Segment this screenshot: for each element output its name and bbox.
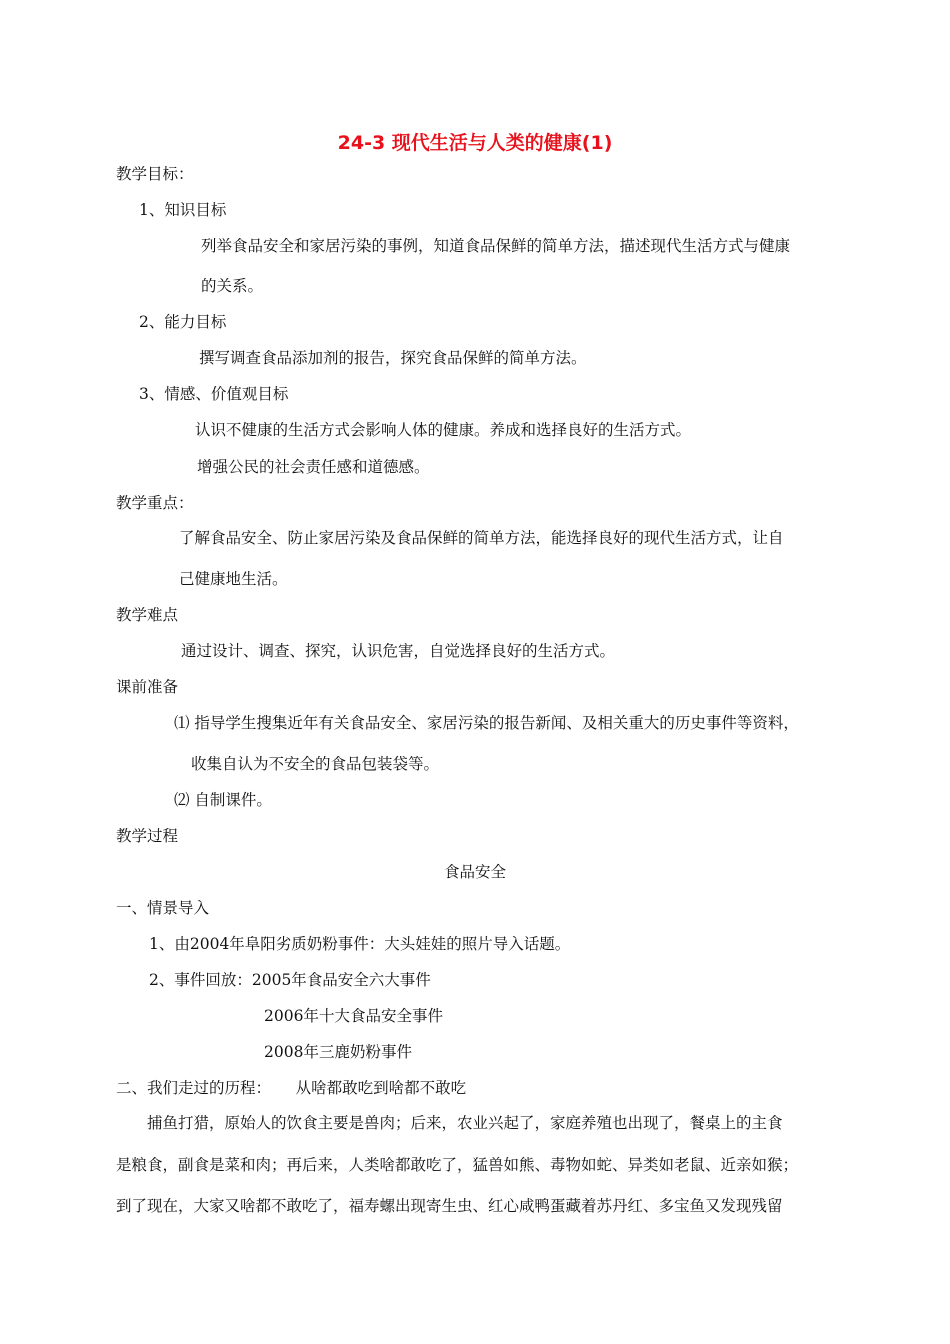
paragraph-line: 增强公民的社会责任感和道德感。: [197, 458, 430, 476]
list-item: 2006年十大食品安全事件: [264, 1007, 443, 1025]
section-heading-key-points: 教学重点：: [116, 494, 194, 512]
list-item: ⑴ 指导学生搜集近年有关食品安全、家居污染的报告新闻、及相关重大的历史事件等资料，: [174, 714, 799, 732]
list-item: 1、由2004年阜阳劣质奶粉事件：大头娃娃的照片导入话题。: [149, 935, 571, 953]
section-heading-difficulties: 教学难点: [116, 606, 179, 624]
document-title: 24-3 现代生活与人类的健康(1): [337, 132, 613, 154]
paragraph-line: 的关系。: [201, 277, 264, 295]
paragraph-line: 收集自认为不安全的食品包装袋等。: [191, 755, 440, 773]
section-heading-intro: 一、情景导入: [116, 899, 210, 917]
paragraph-line: 是粮食，副食是菜和肉；再后来，人类啥都敢吃了，猛兽如熊、毒物如蛇、异类如老鼠、近亲如猴；: [116, 1156, 799, 1174]
paragraph-line: 了解食品安全、防止家居污染及食品保鲜的简单方法，能选择良好的现代生活方式，让自: [179, 529, 784, 547]
paragraph-line: 捕鱼打猎，原始人的饮食主要是兽肉；后来，农业兴起了，家庭养殖也出现了，餐桌上的主食: [147, 1114, 783, 1132]
subheading-values: 3、情感、价值观目标: [139, 385, 289, 403]
section-heading-process: 教学过程: [116, 827, 179, 845]
paragraph-line: 列举食品安全和家居污染的事例，知道食品保鲜的简单方法，描述现代生活方式与健康: [201, 237, 791, 255]
subheading-knowledge: 1、知识目标: [139, 201, 227, 219]
list-item: 2008年三鹿奶粉事件: [264, 1043, 412, 1061]
section-heading-preparation: 课前准备: [116, 678, 179, 696]
list-item: 2、事件回放：2005年食品安全六大事件: [149, 971, 431, 989]
paragraph-line: 撰写调查食品添加剂的报告，探究食品保鲜的简单方法。: [199, 349, 587, 367]
section-heading-history: 二、我们走过的历程： 从啥都敢吃到啥都不敢吃: [116, 1079, 467, 1097]
paragraph-line: 己健康地生活。: [179, 570, 288, 588]
list-item: ⑵ 自制课件。: [174, 791, 272, 809]
paragraph-line: 认识不健康的生活方式会影响人体的健康。养成和选择良好的生活方式。: [195, 421, 692, 439]
paragraph-line: 到了现在，大家又啥都不敢吃了，福寿螺出现寄生虫、红心咸鸭蛋藏着苏丹红、多宝鱼又发现残留: [116, 1197, 783, 1215]
section-subtitle-food-safety: 食品安全: [443, 863, 506, 881]
subheading-ability: 2、能力目标: [139, 313, 227, 331]
paragraph-line: 通过设计、调查、探究，认识危害，自觉选择良好的生活方式。: [181, 642, 616, 660]
section-heading-objectives: 教学目标：: [116, 165, 194, 183]
